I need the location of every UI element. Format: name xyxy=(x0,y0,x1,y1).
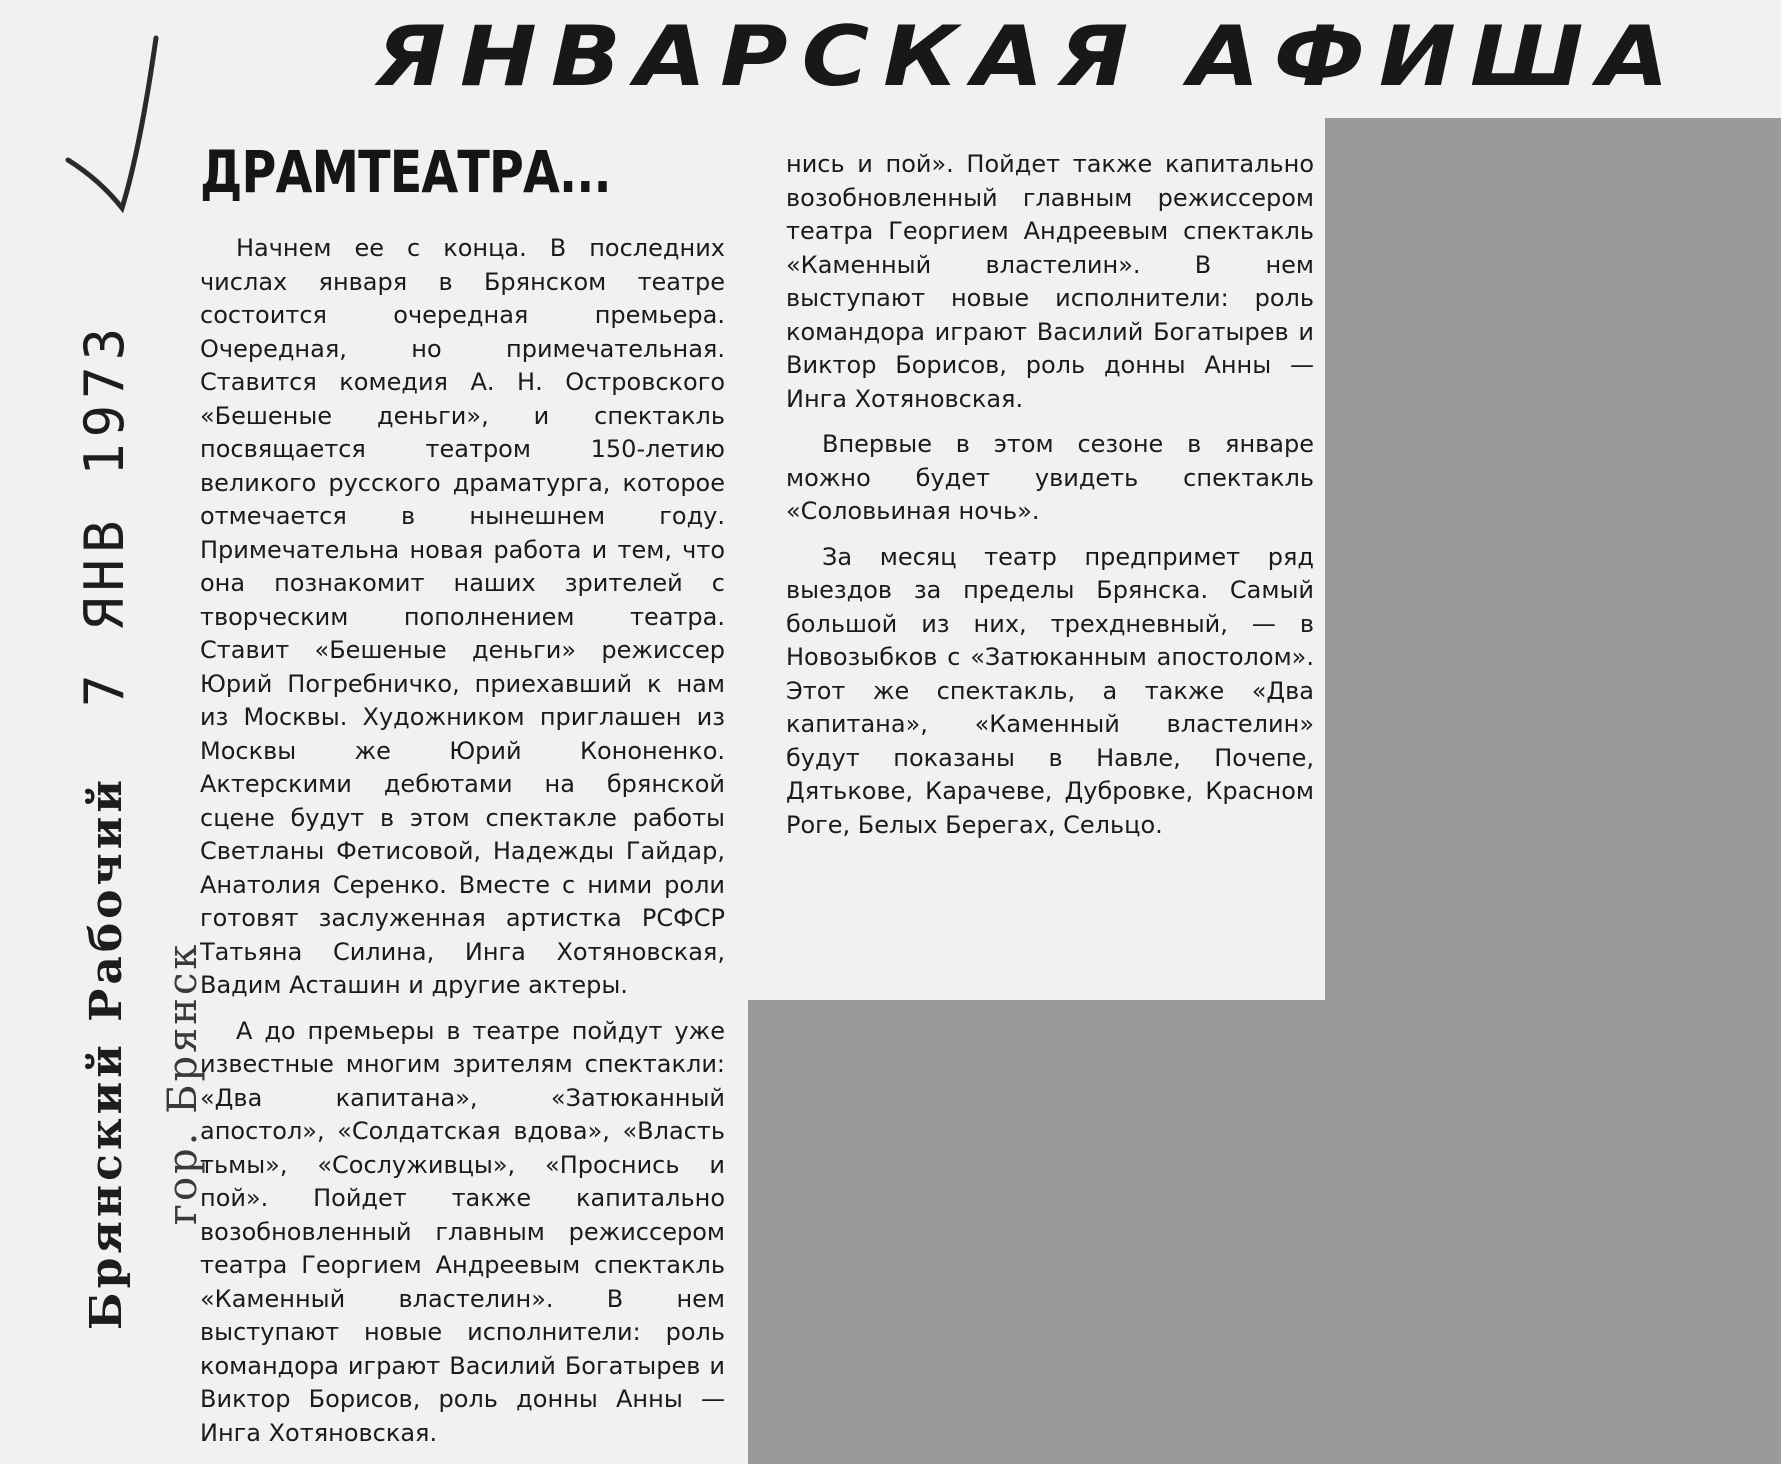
article-paragraph-continued: нись и пой». Пойдет также капитально возобновленный главным режиссером театра Георгием Андреевым спектакль «Каменный властелин». В нем выступают новые исполнители: роль командора играют Василий Богатырев и Виктор Борисов, роль донны Анны — Инга Хотяновская. xyxy=(786,150,1314,413)
headline: ЯНВАРСКАЯ АФИША xyxy=(375,8,1683,105)
date-stamp: 7 ЯНВ 1973 xyxy=(73,321,136,707)
article-paragraph: За месяц театр предпримет ряд выездов за пределы Брянска. Самый большой из них, трехдневный, — в Новозыбков с «Затюканным апостолом». Этот же спектакль, а также «Два капитана», «Каменный властелин» будут показаны в Навле, Почепе, Дятькове, Карачеве, Дубровке, Красном Роге, Белых Берегах, Сельцо. xyxy=(786,542,1314,839)
article-right-column xyxy=(786,148,1314,842)
newspaper-stamp: Брянский Рабочий xyxy=(81,776,132,1330)
article-paragraph: А до премьеры в театре пойдут уже известные многим зрителям спектакли: «Два капитана», «Затюканный апостол», «Солдатская вдова», «Власть тьмы», «Сослуживцы», «Проснись и пой». Пойдет также капитально возобновленный главным режиссером театра Георгием Андреевым спектакль «Каменный властелин». В нем выступают новые исполнители: роль командора играют Василий Богатырев и Виктор Борисов, роль донны Анны — Инга Хотяновская. xyxy=(200,1016,725,1447)
handwritten-check-mark xyxy=(60,30,160,230)
article-left-column xyxy=(200,232,725,1447)
article-paragraph: Впервые в этом сезоне в январе можно будет увидеть спектакль «Соловьиная ночь». xyxy=(786,430,1314,525)
article-paragraph: Начнем ее с конца. В последних числах января в Брянском театре состоится очередная премьера. Очередная, но примечательная. Ставится комедия А. Н. Островского «Бешеные деньги», и спектакль посвящается театром 150-летию великого русского драматурга, которое отмечается в нынешнем году. Примечательна новая работа и тем, что она познакомит наших зрителей с творческим пополнением театра. Ставит «Бешеные деньги» режиссер Юрий Погребничко, приехавший к нам из Москвы. Художником приглашен из Москвы же Юрий Кононенко. Актерскими дебютами на брянской сцене будут в этом спектакле работы Светланы Фетисовой, Надежды Гайдар, Анатолия Серенко. Вместе с ними роли готовят заслуженная артистка РСФСР Татьяна Силина, Инга Хотяновская, Вадим Асташин и другие актеры. xyxy=(200,234,725,999)
sub-headline: ДРАМТЕАТРА... xyxy=(200,138,611,206)
city-stamp: гор. Брянск xyxy=(160,941,206,1225)
